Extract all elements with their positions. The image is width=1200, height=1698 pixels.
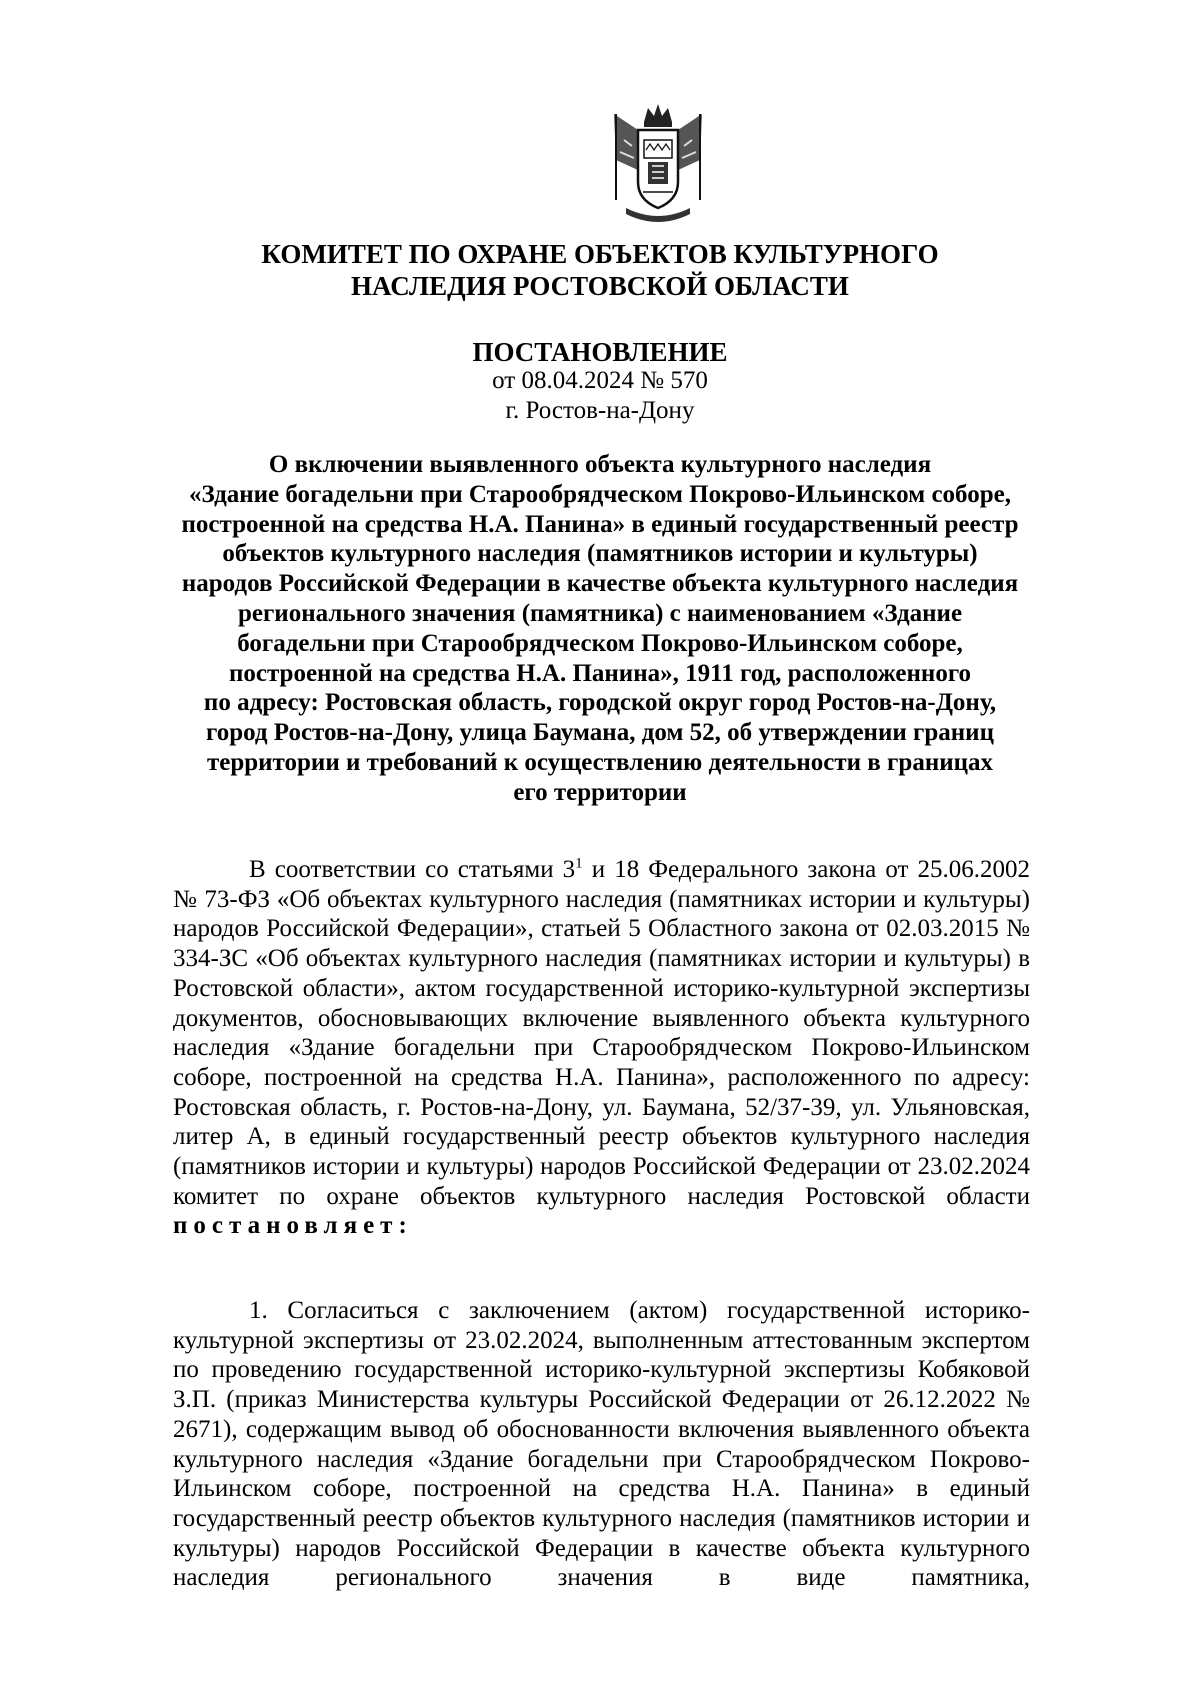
subject-line: регионального значения (памятника) с наименованием «Здание (237, 599, 963, 627)
organization-title-line2: НАСЛЕДИЯ РОСТОВСКОЙ ОБЛАСТИ (351, 271, 849, 301)
item-1-paragraph: 1. Согласиться с заключением (актом) государственной историко-культурной экспертизы от 23.02.2024, выполненным аттестованным экспертом по проведению государственной историко-культурной экспертизы Кобяковой З.П. (приказ Министерства культуры Российской Федерации от 26.12.2022 № 2671), содержащим вывод об обоснованности включения выявленного объекта культурного наследия «Здание богадельни при Старообрядческом Покрово-Ильинском соборе, построенной на средства Н.А. Панина» в единый государственный реестр объектов культурного наследия (памятников истории и культуры) народов Российской Федерации в качестве объекта культурного наследия регионального значения в виде памятника, (173, 1297, 1030, 1592)
subject-line: «Здание богадельни при Старообрядческом Покрово-Ильинском соборе, (189, 480, 1011, 508)
subject-line: его территории (513, 778, 687, 806)
document-place: г. Ростов-на-Дону (505, 397, 695, 424)
subject-line: по адресу: Ростовская область, городской округ город Ростов-на-Дону, (203, 689, 997, 717)
article-superscript: 1 (575, 855, 583, 872)
preamble-text-start: В соответствии со статьями 3 (249, 856, 576, 883)
subject-line: построенной на средства Н.А. Панина» в единый государственный реестр (181, 510, 1019, 538)
subject-line: построенной на средства Н.А. Панина», 1911 год, расположенного (228, 659, 972, 687)
subject-line: объектов культурного наследия (памятников истории и культуры) (222, 540, 978, 568)
subject-line: территории и требований к осуществлению деятельности в границах (206, 748, 994, 776)
subject-line: О включении выявленного объекта культурного наследия (268, 451, 932, 478)
document-type: ПОСТАНОВЛЕНИЕ (472, 337, 728, 367)
organization-title-line1: КОМИТЕТ ПО ОХРАНЕ ОБЪЕКТОВ КУЛЬТУРНОГО (261, 239, 939, 269)
subject-line: богадельни при Старообрядческом Покрово-Ильинском соборе, (237, 629, 963, 657)
coat-of-arms-icon (608, 100, 708, 228)
subject-line: народов Российской Федерации в качестве объекта культурного наследия (181, 570, 1019, 598)
preamble-paragraph (173, 855, 1030, 1241)
organization-title (160, 238, 1040, 302)
subject-line: город Ростов-на-Дону, улица Баумана, дом 52, об утверждении границ (206, 719, 994, 747)
document-subject (180, 450, 1020, 808)
preamble-text: и 18 Федерального закона от 25.06.2002 № 73-ФЗ «Об объектах культурного наследия (памятниках истории и культуры) народов Российской Федерации», статьей 5 Областного закона от 02.03.2015 № 334-ЗС «Об объектах культурного наследия (памятниках истории и культуры) в Ростовской области», актом государственной историко-культурной экспертизы документов, обосновывающих включение выявленного объекта культурного наследия «Здание богадельни при Старообрядческом Покрово-Ильинском соборе, построенной на средства Н.А. Панина», расположенного по адресу: Ростовская область, г. Ростов-на-Дону, ул. Баумана, 52/37-39, ул. Ульяновская, литер А, в единый государственный реестр объектов культурного наследия (памятников истории и культуры) народов Российской Федерации от 23.02.2024 комитет по охране объектов культурного наследия Ростовской области (173, 856, 1030, 1210)
document-date-number: от 08.04.2024 № 570 (492, 367, 708, 394)
decree-word: постановляет: (173, 1212, 413, 1240)
